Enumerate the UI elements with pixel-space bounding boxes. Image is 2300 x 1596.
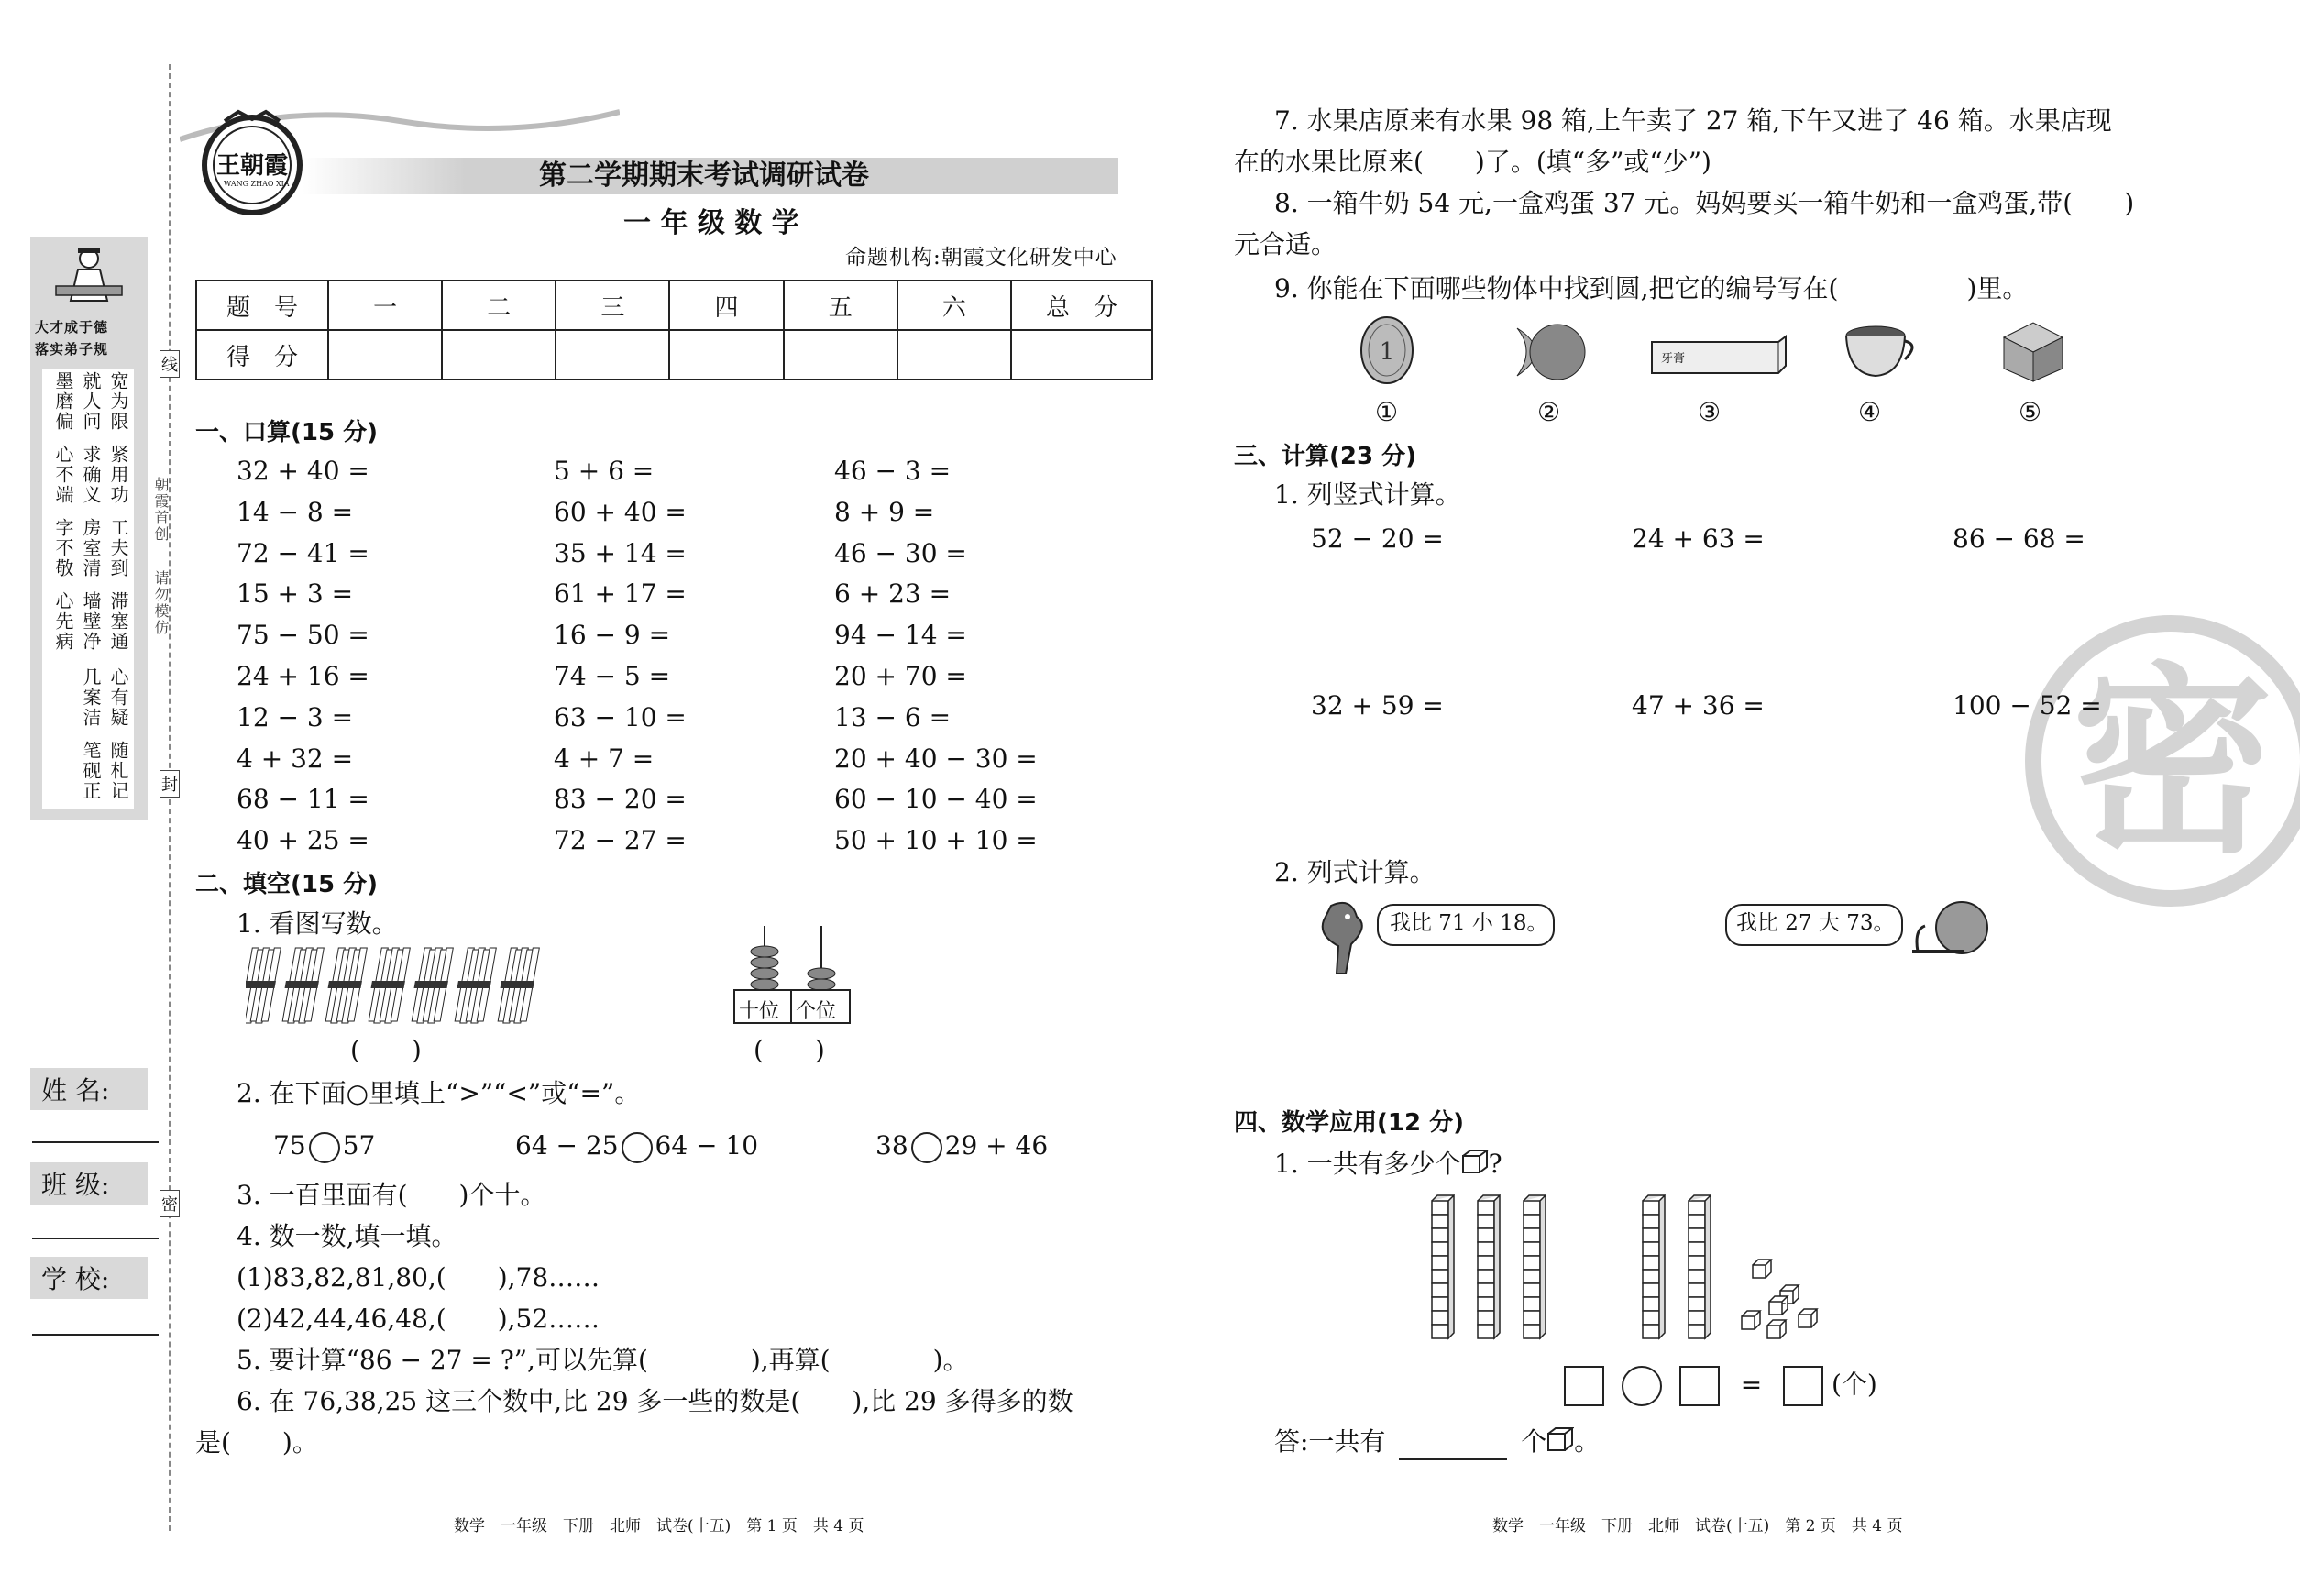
unit-cube: [1742, 1311, 1760, 1329]
object-number-1: ①: [1375, 397, 1399, 427]
q7b-text: 在的水果比原来( )了。(填“多”或“少”): [1234, 147, 1711, 177]
score-table-score-row: [196, 330, 1152, 380]
mental-calc-item: 83 − 20 =: [554, 784, 687, 815]
q1-text: 1. 看图写数。: [237, 908, 398, 939]
score-table-header-row: [196, 281, 1152, 330]
motto-col-9: 房室清: [80, 518, 102, 578]
unit-cube: [1753, 1260, 1771, 1278]
exam-title: 第二学期期末考试调研试卷: [539, 160, 869, 192]
side-note-1: 朝霞首创: [152, 477, 170, 543]
q8a-text: 8. 一箱牛奶 54 元,一盒鸡蛋 37 元。妈妈要买一箱牛奶和一盒鸡蛋,带( ): [1274, 188, 2135, 218]
mental-calc-item: 20 + 70 =: [834, 660, 967, 691]
compare-circle[interactable]: [309, 1132, 340, 1163]
q9-text: 9. 你能在下面哪些物体中找到圆,把它的编号写在( )里。: [1274, 273, 2029, 303]
score-input[interactable]: [442, 330, 556, 380]
scholar-illustration: [50, 246, 127, 306]
mental-calc-item: 35 + 14 =: [554, 537, 687, 568]
stick-bundle: [412, 948, 453, 1023]
ten-rod: [1643, 1195, 1665, 1338]
q1-blank-right[interactable]: ( ): [754, 1035, 825, 1065]
coin-image: [1357, 314, 1417, 387]
motto-col-1: 宽为限: [107, 371, 129, 432]
score-cell: 六: [897, 281, 1011, 330]
score-cell: 得 分: [196, 330, 328, 380]
section1-heading: 一、口算(15 分): [195, 419, 378, 446]
motto-col-14: 心不端: [52, 445, 74, 505]
mental-calc-item: 60 − 10 − 40 =: [834, 784, 1038, 815]
equation-box[interactable]: [1679, 1366, 1720, 1406]
q5-text: 5. 要计算“86 − 27 = ?”,可以先算( ),再算( )。: [237, 1345, 969, 1375]
score-table: [195, 280, 1153, 380]
seal-char-1: 线: [160, 350, 180, 378]
motto-col-15: 字不敬: [52, 518, 74, 578]
vertical-calc-1: 52 − 20 =: [1311, 523, 1444, 554]
q4b-text: (2)42,44,46,48,( ),52……: [237, 1304, 600, 1334]
mental-calc-col-3: [834, 455, 1038, 865]
svg-text:1: 1: [1379, 338, 1395, 366]
mental-calc-col-1: [237, 455, 369, 865]
q6a-text: 6. 在 76,38,25 这三个数中,比 29 多一些的数是( ),比 29 多得多的数: [237, 1386, 1073, 1416]
compare-right: 57: [342, 1130, 376, 1161]
unit-cube: [1769, 1296, 1788, 1315]
score-cell: 题 号: [196, 281, 328, 330]
mental-calc-item: 8 + 9 =: [834, 496, 935, 527]
object-number-2: ②: [1537, 397, 1561, 427]
s4-q1-text: [1274, 1148, 1502, 1183]
motto-col-2: 紧用功: [107, 445, 129, 505]
score-cell: 四: [669, 281, 783, 330]
mental-calc-item: 12 − 3 =: [237, 701, 354, 732]
motto-col-5: 心有疑: [107, 667, 129, 728]
object-number-5: ⑤: [2019, 397, 2042, 427]
compare-circle[interactable]: [622, 1132, 653, 1163]
equation-operator-circle[interactable]: [1622, 1366, 1662, 1406]
section3-heading: 三、计算(23 分): [1234, 443, 1416, 470]
s4-q1-label: 1. 一共有多少个: [1274, 1149, 1461, 1179]
mental-calc-item: 16 − 9 =: [554, 620, 671, 651]
mental-calc-item: 4 + 7 =: [554, 743, 655, 774]
stick-bundle: [455, 948, 496, 1023]
score-cell: 二: [442, 281, 556, 330]
q1-blank-left[interactable]: ( ): [350, 1035, 422, 1065]
motto-col-3: 工夫到: [107, 518, 129, 578]
abacus-tens-label: 十位: [739, 1000, 780, 1023]
rubik-cube-image: [1998, 319, 2066, 383]
motto-col-12: 笔砚正: [80, 741, 102, 801]
q3-text: 3. 一百里面有( )个十。: [237, 1180, 546, 1210]
mental-calc-col-2: [554, 455, 687, 865]
vertical-calc-2: 24 + 63 =: [1632, 523, 1765, 554]
binding-line: [169, 64, 171, 1531]
mental-calc-item: 24 + 16 =: [237, 660, 369, 691]
name-label: 姓 名:: [41, 1075, 110, 1106]
compare-item-2: [515, 1129, 758, 1163]
mental-calc-item: 5 + 6 =: [554, 456, 655, 486]
seal-char-2: 封: [160, 770, 180, 798]
cube-icon: [1546, 1426, 1574, 1460]
q4a-text: (1)83,82,81,80,( ),78……: [237, 1262, 600, 1293]
school-label: 学 校:: [41, 1264, 110, 1294]
mental-calc-item: 46 − 30 =: [834, 537, 967, 568]
ten-rod: [1478, 1195, 1500, 1338]
vertical-calc-4: 32 + 59 =: [1311, 690, 1444, 721]
footer-left: 数学 一年级 下册 北师 试卷(十五) 第 1 页 共 4 页: [454, 1517, 864, 1535]
mental-calc-item: 13 − 6 =: [834, 701, 952, 732]
exam-subject: 一 年 级 数 学: [623, 207, 799, 239]
motto-col-4: 滞塞通: [107, 591, 129, 652]
logo-text: 王朝霞: [216, 152, 289, 180]
abacus-ones-label: 个位: [796, 1000, 837, 1023]
motto-col-16: 心先病: [52, 591, 74, 652]
answer-end: 。: [1574, 1426, 1601, 1457]
stick-bundle: [498, 948, 539, 1023]
unit-label: (个): [1832, 1369, 1877, 1400]
seal-char-3: 密: [160, 1190, 180, 1217]
object-number-3: ③: [1698, 397, 1722, 427]
stick-bundles-image: [246, 944, 557, 1027]
teacup-image: [1843, 323, 1920, 381]
compare-left: 38: [875, 1130, 908, 1161]
motto-col-6: 随札记: [107, 741, 129, 801]
mental-calc-item: 6 + 23 =: [834, 578, 952, 610]
cube-icon: [1461, 1149, 1489, 1183]
q4-text: 4. 数一数,填一填。: [237, 1221, 457, 1251]
logo-sub: WANG ZHAO XIA: [224, 180, 290, 188]
mental-calc-item: 40 + 25 =: [237, 825, 369, 856]
mental-calc-item: 20 + 40 − 30 =: [834, 743, 1038, 774]
vertical-calc-6: 100 − 52 =: [1953, 690, 2102, 721]
score-input[interactable]: [556, 330, 669, 380]
object-number-4: ④: [1858, 397, 1882, 427]
school-field[interactable]: [32, 1334, 159, 1336]
compare-item-1: [273, 1129, 375, 1163]
compare-left: 64 − 25: [515, 1130, 619, 1161]
stick-bundle: [369, 948, 410, 1023]
score-cell: 五: [784, 281, 897, 330]
unit-cube: [1799, 1309, 1817, 1327]
stick-bundle: [282, 948, 324, 1023]
score-cell: 总 分: [1011, 281, 1152, 330]
score-input[interactable]: [897, 330, 1011, 380]
motto-col-7: 就人问: [80, 371, 102, 432]
score-input[interactable]: [1011, 330, 1152, 380]
score-input[interactable]: [784, 330, 897, 380]
answer-row: [1274, 1425, 1600, 1460]
mental-calc-item: 50 + 10 + 10 =: [834, 825, 1038, 856]
block-rods-image: [1430, 1194, 1852, 1340]
name-field[interactable]: [32, 1141, 159, 1143]
vertical-calc-3: 86 − 68 =: [1953, 523, 2085, 554]
bubble-2-text: 我比 27 大 73。: [1736, 911, 1895, 935]
mental-calc-item: 68 − 11 =: [237, 784, 369, 815]
mental-calc-item: 63 − 10 =: [554, 701, 687, 732]
toothpaste-label: 牙膏: [1661, 352, 1686, 366]
stick-bundle: [246, 948, 281, 1023]
motto-col-10: 墙壁净: [80, 591, 102, 652]
mental-calc-item: 46 − 3 =: [834, 456, 952, 486]
ten-rod: [1689, 1195, 1711, 1338]
q2-text: 2. 在下面○里填上“>”“<”或“=”。: [237, 1078, 641, 1108]
class-field[interactable]: [32, 1238, 159, 1239]
suction-cup-image: [1508, 319, 1592, 383]
motto-top-2: 落实弟子规: [35, 341, 109, 358]
mental-calc-item: 72 − 27 =: [554, 825, 687, 856]
s3-q1-text: 1. 列竖式计算。: [1274, 479, 1461, 510]
answer-suffix: 个: [1521, 1426, 1547, 1457]
equation-result-box[interactable]: [1783, 1366, 1823, 1406]
footer-right: 数学 一年级 下册 北师 试卷(十五) 第 2 页 共 4 页: [1492, 1517, 1903, 1535]
vertical-calc-5: 47 + 36 =: [1632, 690, 1765, 721]
answer-blank[interactable]: [1399, 1431, 1507, 1460]
score-cell: 一: [328, 281, 442, 330]
motto-col-11: 几案洁: [80, 667, 102, 728]
watermark-char: 密: [2072, 645, 2274, 880]
unit-cube: [1767, 1320, 1786, 1338]
motto-col-13: 墨磨偏: [52, 371, 74, 432]
mental-calc-item: 60 + 40 =: [554, 496, 687, 527]
mental-calc-item: 72 − 41 =: [237, 537, 369, 568]
bird-image: [1315, 898, 1371, 975]
compare-right: 64 − 10: [655, 1130, 759, 1161]
mental-calc-item: 4 + 32 =: [237, 743, 354, 774]
snail-image: [1909, 898, 1993, 957]
mental-calc-item: 75 − 50 =: [237, 620, 369, 651]
equals-sign: =: [1740, 1369, 1763, 1400]
score-input[interactable]: [328, 330, 442, 380]
stick-bundle: [325, 948, 367, 1023]
mental-calc-item: 14 − 8 =: [237, 496, 354, 527]
equation-row: [1564, 1366, 1877, 1406]
equation-box[interactable]: [1564, 1366, 1604, 1406]
score-input[interactable]: [669, 330, 783, 380]
motto-top-1: 大才成于德: [35, 319, 109, 336]
mental-calc-item: 94 − 14 =: [834, 620, 967, 651]
mental-calc-item: 32 + 40 =: [237, 456, 369, 486]
mental-calc-item: 61 + 17 =: [554, 578, 687, 610]
mental-calc-item: 15 + 3 =: [237, 578, 354, 610]
motto-col-8: 求确义: [80, 445, 102, 505]
section4-heading: 四、数学应用(12 分): [1234, 1109, 1464, 1137]
q7a-text: 7. 水果店原来有水果 98 箱,上午卖了 27 箱,下午又进了 46 箱。水果店现: [1274, 105, 2112, 136]
mental-calc-item: 74 − 5 =: [554, 660, 671, 691]
compare-left: 75: [273, 1130, 306, 1161]
q6b-text: 是( )。: [195, 1427, 318, 1458]
section2-heading: 二、填空(15 分): [195, 871, 378, 898]
compare-right: 29 + 46: [944, 1130, 1049, 1161]
compare-circle[interactable]: [911, 1132, 942, 1163]
compare-item-3: [875, 1129, 1048, 1163]
answer-prefix: 答:一共有: [1274, 1426, 1386, 1457]
side-note-2: 请勿模仿: [152, 570, 170, 636]
score-cell: 三: [556, 281, 669, 330]
q8b-text: 元合适。: [1234, 229, 1337, 259]
s3-q2-text: 2. 列式计算。: [1274, 857, 1436, 887]
ten-rod: [1432, 1195, 1454, 1338]
exam-org: 命题机构:朝霞文化研发中心: [845, 246, 1117, 270]
ten-rod: [1524, 1195, 1546, 1338]
class-label: 班 级:: [41, 1170, 110, 1200]
bubble-1-text: 我比 71 小 18。: [1390, 911, 1548, 935]
s4-q1-end: ?: [1488, 1149, 1502, 1179]
